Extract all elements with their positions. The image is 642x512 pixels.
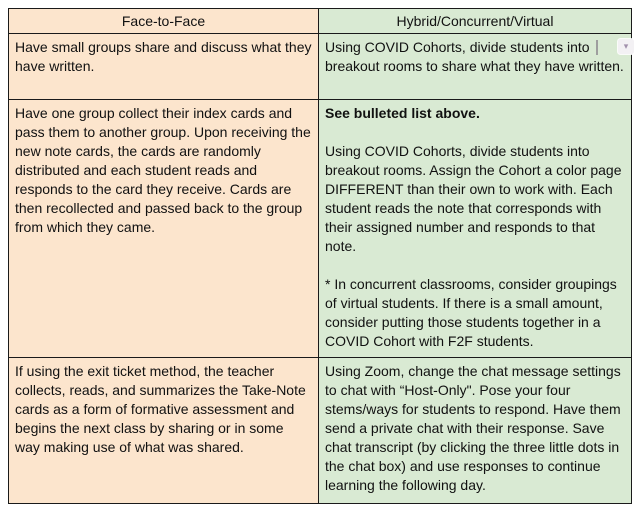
table-row bbox=[9, 100, 632, 358]
paragraph: Using COVID Cohorts, divide students into breakout rooms. Assign the Cohort a color page DIFFERENT than their own to work with. Each student reads the note that corresponds with their assigned number and responds to that note. bbox=[325, 143, 622, 254]
cell-row1-face-to-face[interactable] bbox=[9, 34, 319, 100]
table-row bbox=[9, 358, 632, 504]
table-row bbox=[9, 34, 632, 100]
paragraph: Using Zoom, change the chat message settings to chat with “Host-Only". Pose your four stems/ways for students to respond. Have them send a private chat with their response. Save chat transcript (by clicking the three little dots in the chat box) and use responses to continue learning the following day. bbox=[325, 363, 621, 493]
paragraph: Using COVID Cohorts, divide students into breakout rooms to share what they have written. bbox=[325, 39, 624, 74]
paragraph: * In concurrent classrooms, consider groupings of virtual students. If there is a small amount, consider putting those students together in a COVID Cohort with F2F students. bbox=[325, 276, 617, 349]
cell-row3-face-to-face[interactable] bbox=[9, 358, 319, 504]
cell-row1-hybrid[interactable] bbox=[319, 34, 632, 100]
paragraph-bold: See bulleted list above. bbox=[325, 105, 480, 121]
table-header-row bbox=[9, 9, 632, 34]
collaborator-text-caret bbox=[596, 40, 598, 55]
column-header-face-to-face[interactable]: Face-to-Face bbox=[9, 9, 319, 34]
comparison-table bbox=[8, 8, 632, 504]
cell-row3-hybrid[interactable] bbox=[319, 358, 632, 504]
paragraph: Have one group collect their index cards and pass them to another group. Upon receiving the new note cards, the cards are randomly distributed and each student reads and responds to the card they receive. Cards are then recollected and passed back to the group from which they came. bbox=[15, 105, 311, 235]
paragraph: If using the exit ticket method, the teacher collects, reads, and summarizes the Take-Note cards as a form of formative assessment and begins the next class by sharing or in some way making use of what was shared. bbox=[15, 363, 306, 455]
column-header-hybrid-concurrent-virtual[interactable]: Hybrid/Concurrent/Virtual bbox=[319, 9, 632, 34]
chevron-down-icon: ▾ bbox=[623, 41, 629, 51]
cell-row2-hybrid[interactable] bbox=[319, 100, 632, 358]
cell-dropdown-button[interactable] bbox=[618, 39, 634, 54]
cell-row2-face-to-face[interactable] bbox=[9, 100, 319, 358]
paragraph: Have small groups share and discuss what they have written. bbox=[15, 39, 312, 74]
